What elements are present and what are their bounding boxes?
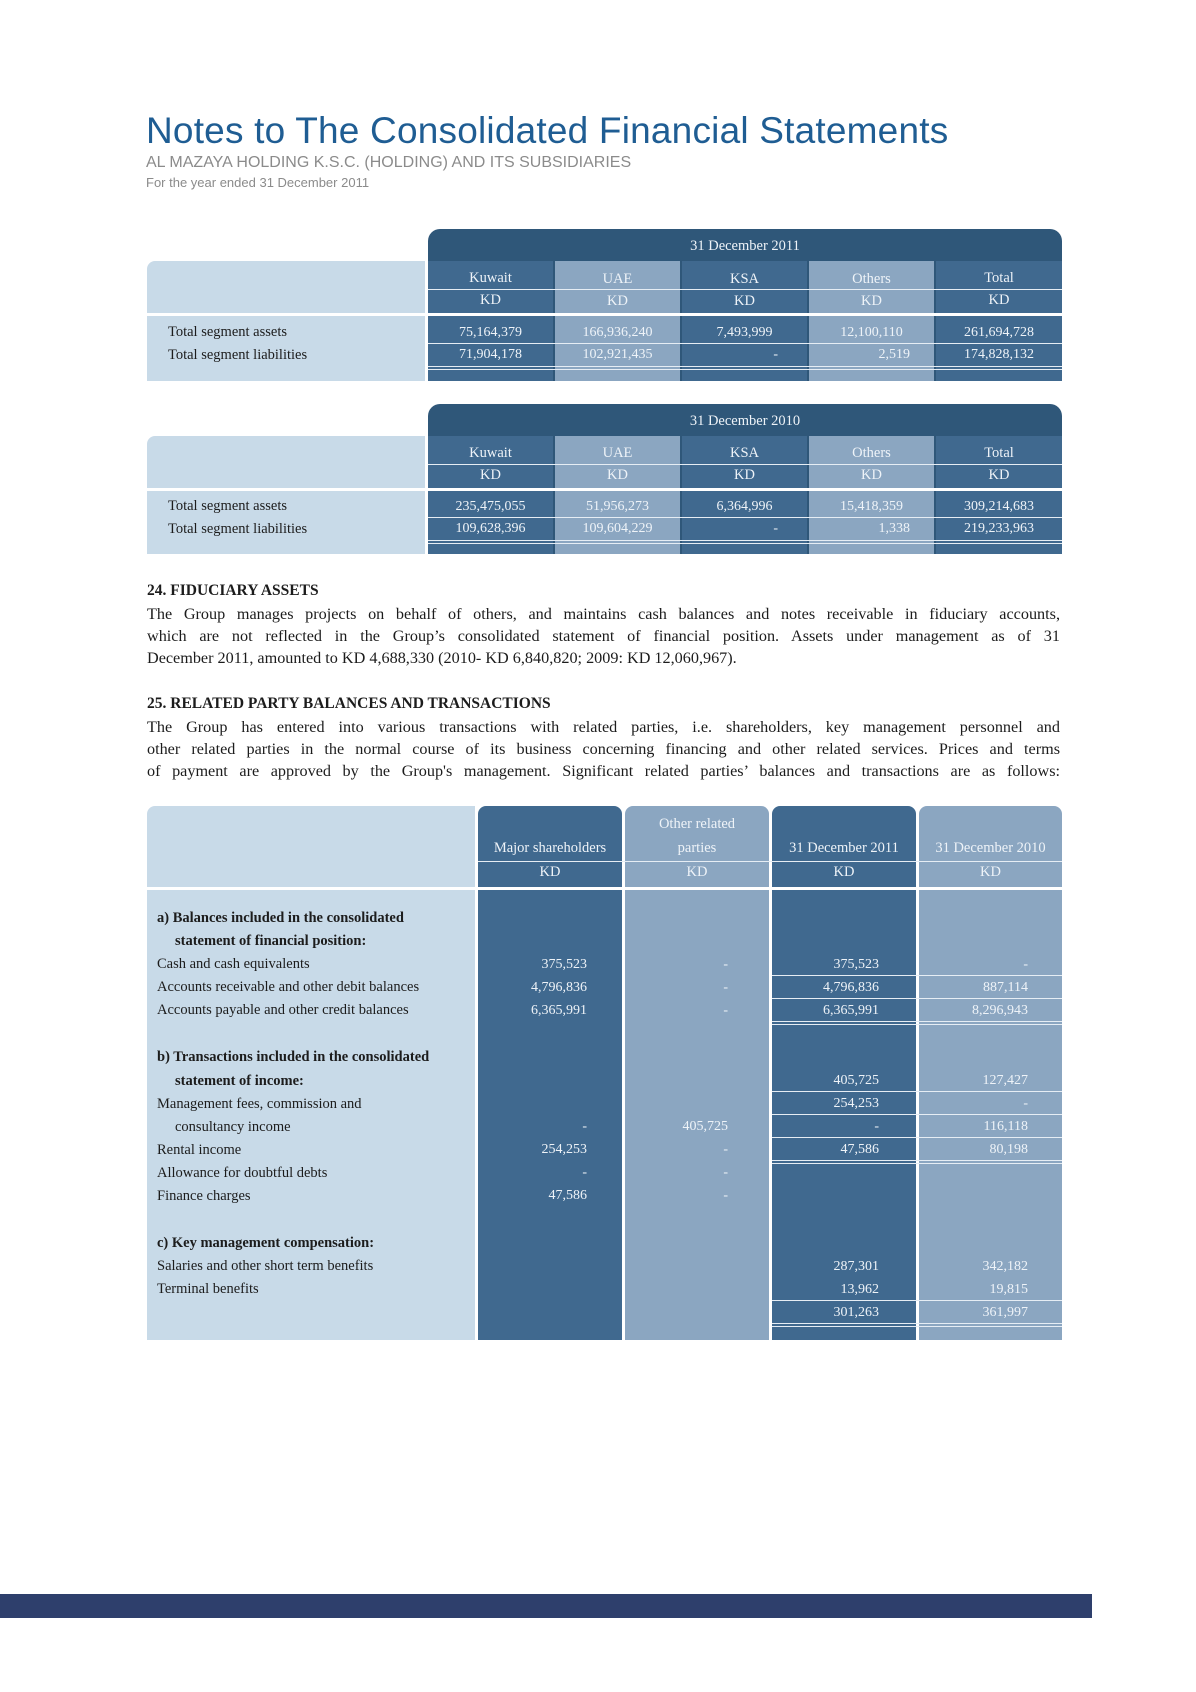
- col-header-line1: Other related: [658, 816, 736, 832]
- col-header-total: Total: [984, 445, 1014, 461]
- divider: [428, 369, 1062, 370]
- col-header-ksa: KSA: [729, 271, 759, 287]
- section-c-heading: c) Key management compensation:: [157, 1235, 375, 1251]
- note-25-heading: 25. RELATED PARTY BALANCES AND TRANSACTIONS: [147, 695, 551, 712]
- row-label: consultancy income: [175, 1119, 291, 1135]
- divider: [428, 313, 1062, 316]
- value-cell: 6,365,991: [823, 1003, 879, 1018]
- divider: [772, 1326, 1062, 1327]
- value-cell: 375,523: [541, 957, 587, 972]
- divider: [428, 543, 1062, 544]
- value-cell: 287,301: [833, 1259, 879, 1274]
- value-cell: 6,364,996: [716, 499, 773, 514]
- company-name: AL MAZAYA HOLDING K.S.C. (HOLDING) AND ITS SUBSIDIARIES: [146, 154, 632, 171]
- note-25-body: [147, 716, 1060, 782]
- total-cell: 301,263: [833, 1305, 879, 1320]
- divider: [428, 488, 1062, 491]
- col-header-kuwait: Kuwait: [469, 445, 512, 461]
- divider: [147, 313, 425, 316]
- period-header: 31 December 2011: [690, 238, 800, 254]
- divider: [772, 1163, 1062, 1164]
- unit-other: KD: [686, 864, 708, 880]
- row-label: Cash and cash equivalents: [157, 956, 310, 972]
- page-title: Notes to The Consolidated Financial Statements: [146, 110, 949, 151]
- paragraph-line: which are not reflected in the Group’s consolidated statement of financial position. Assets under management as of 31: [147, 627, 1060, 645]
- unit-others: KD: [861, 293, 882, 309]
- unit-uae: KD: [607, 293, 628, 309]
- value-cell: 51,956,273: [586, 499, 649, 514]
- divider: [772, 998, 1062, 999]
- value-cell: 109,604,229: [582, 521, 653, 536]
- row-label-liabilities: Total segment liabilities: [168, 521, 308, 537]
- value-cell: 261,694,728: [964, 325, 1034, 340]
- paragraph-line: The Group manages projects on behalf of others, and maintains cash balances and notes receivable in fiduciary accounts,: [147, 605, 1060, 623]
- value-cell: 254,253: [833, 1096, 879, 1111]
- total-cell: 361,997: [982, 1305, 1028, 1320]
- divider: [772, 1300, 1062, 1301]
- value-cell: -: [1023, 1096, 1028, 1111]
- row-label: Accounts receivable and other debit balances: [157, 979, 420, 995]
- value-cell: 174,828,132: [964, 347, 1034, 362]
- value-cell: -: [723, 980, 728, 995]
- paragraph-line: The Group has entered into various transactions with related parties, i.e. shareholders, key management personnel and: [147, 718, 1060, 736]
- value-cell: 219,233,963: [964, 521, 1034, 536]
- unit-kuwait: KD: [480, 467, 501, 483]
- paragraph-line: other related parties in the normal course of its business concerning financing and other related services. Prices and terms: [147, 740, 1060, 758]
- value-cell: -: [723, 1188, 728, 1203]
- col-header-2010: 31 December 2010: [935, 840, 1046, 856]
- value-cell: 127,427: [982, 1073, 1028, 1088]
- value-cell: 6,365,991: [531, 1003, 587, 1018]
- period-header: 31 December 2010: [689, 413, 801, 429]
- unit-total: KD: [988, 467, 1010, 483]
- row-label: Accounts payable and other credit balances: [157, 1002, 409, 1018]
- value-cell: 71,904,178: [459, 347, 522, 362]
- unit-ksa: KD: [734, 467, 755, 483]
- col-header-major: Major shareholders: [493, 840, 607, 856]
- row-label: Management fees, commission and: [157, 1096, 362, 1112]
- divider: [478, 861, 1062, 862]
- divider: [772, 1024, 1062, 1025]
- col-header-uae: UAE: [602, 271, 633, 287]
- value-cell: 47,586: [840, 1142, 879, 1157]
- value-cell: 15,418,359: [840, 499, 903, 514]
- row-label-liabilities: Total segment liabilities: [168, 347, 308, 363]
- row-label: Rental income: [157, 1142, 242, 1158]
- value-cell: 405,725: [682, 1119, 728, 1134]
- value-cell: -: [773, 521, 778, 536]
- value-cell: 342,182: [982, 1259, 1028, 1274]
- value-cell: -: [723, 1003, 728, 1018]
- section-b-heading: b) Transactions included in the consolidated: [157, 1049, 430, 1065]
- value-cell: 887,114: [983, 980, 1028, 995]
- divider: [147, 488, 425, 491]
- divider: [147, 887, 1062, 890]
- value-cell: 116,118: [983, 1119, 1028, 1134]
- unit-kuwait: KD: [480, 292, 501, 308]
- value-cell: -: [1023, 957, 1028, 972]
- value-cell: 1,338: [878, 521, 910, 536]
- divider: [428, 517, 1062, 518]
- value-cell: -: [773, 347, 778, 362]
- reporting-period: For the year ended 31 December 2011: [146, 175, 370, 190]
- row-label: Terminal benefits: [157, 1281, 259, 1297]
- row-label: Salaries and other short term benefits: [157, 1258, 374, 1274]
- unit-ksa: KD: [734, 293, 755, 309]
- value-cell: 309,214,683: [964, 499, 1034, 514]
- value-cell: 8,296,943: [972, 1003, 1028, 1018]
- divider: [772, 1021, 1062, 1022]
- value-cell: 7,493,999: [716, 325, 773, 340]
- row-label: Finance charges: [157, 1188, 251, 1204]
- unit-others: KD: [861, 467, 882, 483]
- note-24-heading: 24. FIDUCIARY ASSETS: [147, 582, 319, 599]
- value-cell: -: [723, 1142, 728, 1157]
- value-cell: -: [582, 1165, 587, 1180]
- value-cell: 4,796,836: [531, 980, 587, 995]
- note-24-body: [147, 603, 1060, 669]
- section-a-heading: statement of financial position:: [175, 933, 367, 949]
- paragraph-line: December 2011, amounted to KD 4,688,330 (2010- KD 6,840,820; 2009: KD 12,060,967).: [147, 649, 737, 667]
- value-cell: 80,198: [989, 1142, 1028, 1157]
- footer-bar: [0, 1594, 1092, 1618]
- divider: [428, 343, 1062, 344]
- col-header-uae: UAE: [602, 445, 633, 461]
- divider: [428, 464, 1062, 465]
- value-cell: 47,586: [548, 1188, 587, 1203]
- col-header-kuwait: Kuwait: [469, 270, 512, 286]
- divider: [428, 289, 1062, 290]
- col-header-2011: 31 December 2011: [789, 840, 899, 856]
- divider: [772, 1323, 1062, 1324]
- value-cell: -: [723, 957, 728, 972]
- unit-2011: KD: [833, 864, 855, 880]
- col-header-ksa: KSA: [729, 445, 759, 461]
- col-header-others: Others: [852, 271, 891, 287]
- value-cell: 12,100,110: [840, 325, 903, 340]
- section-b-heading: statement of income:: [175, 1073, 304, 1089]
- unit-total: KD: [988, 292, 1010, 308]
- value-cell: 2,519: [878, 347, 910, 362]
- section-a-heading: a) Balances included in the consolidated: [157, 910, 404, 926]
- value-cell: 75,164,379: [459, 325, 522, 340]
- value-cell: 235,475,055: [455, 499, 526, 514]
- value-cell: -: [874, 1119, 879, 1134]
- row-label-assets: Total segment assets: [168, 324, 287, 340]
- col-header-others: Others: [852, 445, 891, 461]
- value-cell: 254,253: [541, 1142, 587, 1157]
- divider: [772, 1137, 1062, 1138]
- value-cell: 375,523: [833, 957, 879, 972]
- unit-major: KD: [539, 864, 561, 880]
- col-header-total: Total: [984, 270, 1014, 286]
- value-cell: 109,628,396: [455, 521, 526, 536]
- unit-uae: KD: [607, 467, 628, 483]
- divider: [428, 366, 1062, 367]
- value-cell: 102,921,435: [582, 347, 653, 362]
- value-cell: 13,962: [840, 1282, 879, 1297]
- divider: [772, 1091, 1062, 1092]
- divider: [428, 540, 1062, 541]
- row-label-assets: Total segment assets: [168, 498, 287, 514]
- paragraph-line: of payment are approved by the Group's management. Significant related parties’ balances and transactions are as follows:: [147, 762, 1060, 780]
- value-cell: -: [582, 1119, 587, 1134]
- value-cell: -: [723, 1165, 728, 1180]
- value-cell: 4,796,836: [823, 980, 879, 995]
- divider: [772, 1160, 1062, 1161]
- value-cell: 166,936,240: [582, 325, 653, 340]
- divider: [772, 1114, 1062, 1115]
- row-label: Allowance for doubtful debts: [157, 1165, 328, 1181]
- col-header-other: parties: [677, 840, 717, 856]
- unit-2010: KD: [980, 864, 1001, 880]
- value-cell: 19,815: [989, 1282, 1028, 1297]
- divider: [772, 975, 1062, 976]
- value-cell: 405,725: [833, 1073, 879, 1088]
